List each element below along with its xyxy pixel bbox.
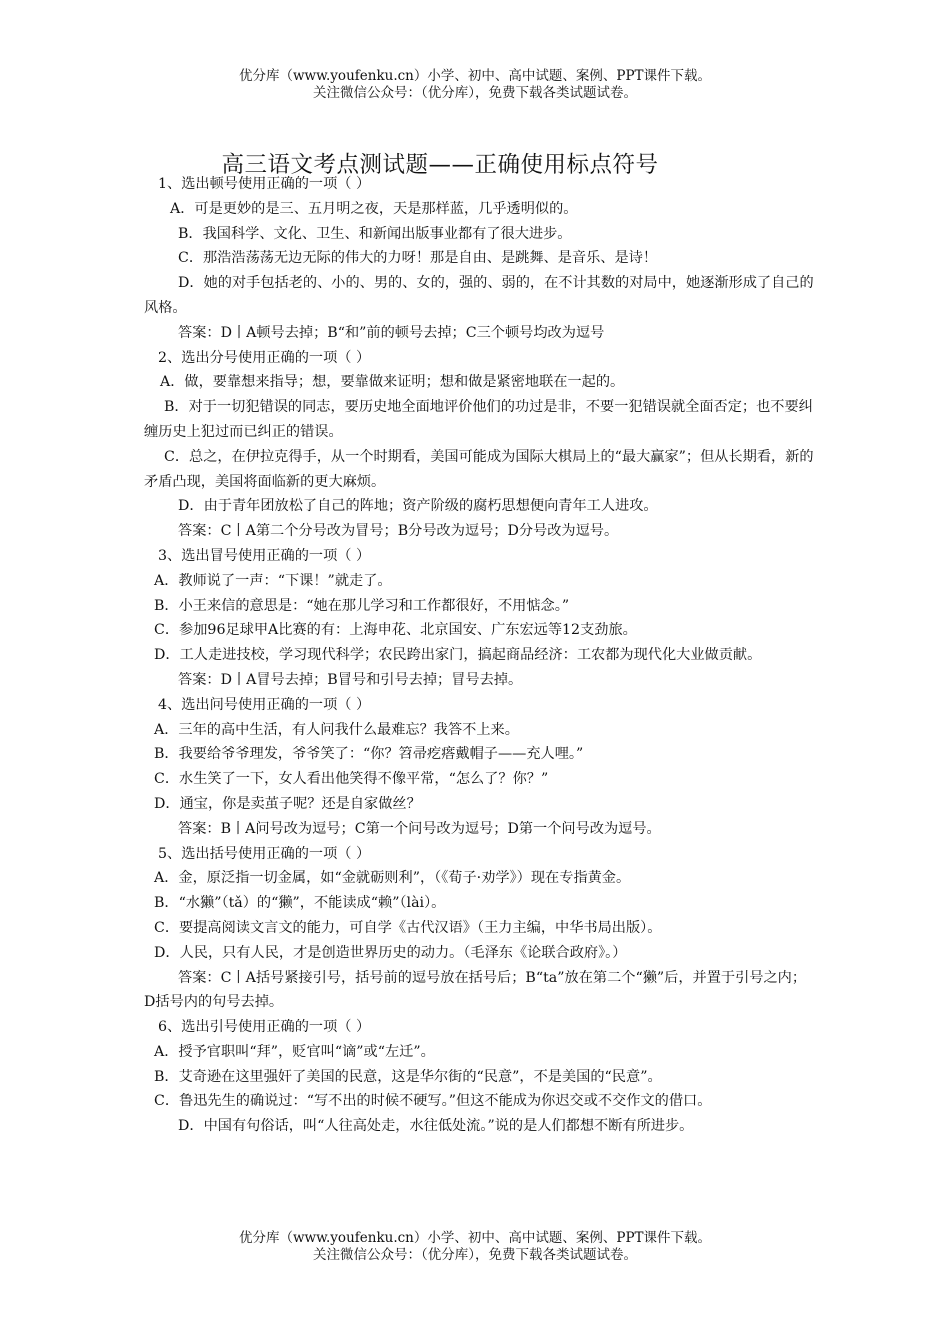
q3-option-a: A．教师说了一声：“下课！”就走了。 [154, 572, 392, 589]
q4-option-b: B．我要给爷爷理发，爷爷笑了：“你？笤帚疙瘩戴帽子——充人哩。” [154, 746, 584, 763]
q3-answer: 答案：D丨A冒号去掉；B冒号和引号去掉；冒号去掉。 [178, 671, 523, 688]
q5-option-a: A．金，原泛指一切金属，如“金就砺则利”，（《荀子·劝学》）现在专指黄金。 [154, 870, 631, 887]
q6-stem: 6、选出引号使用正确的一项（ ） [158, 1019, 371, 1036]
footer-line-1: 优分库（www.youfenku.cn）小学、初中、高中试题、案例、PPT课件下载。 [238, 1230, 712, 1246]
q6-option-d: D．中国有句俗话，叫“人往高处走，水往低处流。”说的是人们都想不断有所进步。 [178, 1118, 694, 1135]
q6-option-a: A．授予官职叫“拜”，贬官叫“谪”或“左迁”。 [154, 1043, 435, 1060]
q5-option-b: B．“水獭”（tǎ）的“獭”，不能读成“赖”（lài）。 [154, 895, 446, 912]
q5-stem: 5、选出括号使用正确的一项（ ） [158, 845, 371, 862]
page-footer [0, 1230, 950, 1264]
q5-option-c: C．要提高阅读文言文的能力，可自学《古代汉语》（王力主编，中华书局出版）。 [154, 919, 662, 936]
q2-answer: 答案：C丨A第二个分号改为冒号；B分号改为逗号；D分号改为逗号。 [178, 523, 619, 540]
q1-option-d: D．她的对手包括老的、小的、男的、女的，强的、弱的，在不计其数的对局中，她逐渐形成了自己的风格。 [144, 275, 814, 316]
header-line-1: 优分库（www.youfenku.cn）小学、初中、高中试题、案例、PPT课件下载。 [238, 68, 712, 84]
q6-option-b: B．艾奇逊在这里强奸了美国的民意，这是华尔街的“民意”，不是美国的“民意”。 [154, 1068, 662, 1085]
q3-option-c: C．参加96足球甲A比赛的有：上海申花、北京国安、广东宏远等12支劲旅。 [154, 622, 637, 639]
footer-line-2: 关注微信公众号：（优分库），免费下载各类试题试卷。 [313, 1247, 637, 1263]
header-line-2: 关注微信公众号：（优分库），免费下载各类试题试卷。 [313, 85, 637, 101]
q4-option-a: A．三年的高中生活，有人问我什么最难忘？我答不上来。 [154, 721, 519, 738]
q4-option-d: D．通宝，你是卖茧子呢？还是自家做丝？ [154, 795, 421, 812]
q2-stem: 2、选出分号使用正确的一项（ ） [158, 349, 371, 366]
q2-option-b: B．对于一切犯错误的同志，要历史地全面地评价他们的功过是非，不要一犯错误就全面否定；也不要纠缠历史上犯过而已纠正的错误。 [144, 399, 813, 440]
q6-option-c: C．鲁迅先生的确说过：“写不出的时候不硬写。”但这不能成为你迟交或不交作文的借口。 [154, 1093, 712, 1110]
q3-option-b: B．小王来信的意思是：“她在那儿学习和工作都很好，不用惦念。” [154, 597, 570, 614]
q3-stem: 3、选出冒号使用正确的一项（ ） [158, 547, 371, 564]
question-list [144, 172, 816, 1139]
document-title: 高三语文考点测试题——正确使用标点符号 [221, 152, 659, 179]
q1-option-b: B．我国科学、文化、卫生、和新闻出版事业都有了很大进步。 [178, 225, 572, 242]
q2-option-d: D．由于青年团放松了自己的阵地；资产阶级的腐朽思想便向青年工人进攻。 [178, 498, 658, 515]
q1-option-c: C．那浩浩荡荡无边无际的伟大的力呀！那是自由、是跳舞、是音乐、是诗！ [178, 250, 658, 267]
q2-option-c: C．总之，在伊拉克得手，从一个时期看，美国可能成为国际大棋局上的“最大赢家”；但从长期看，新的矛盾凸现，美国将面临新的更大麻烦。 [144, 448, 814, 490]
q1-answer: 答案：D丨A顿号去掉；B“和”前的顿号去掉；C三个顿号均改为逗号 [178, 324, 605, 341]
q4-stem: 4、选出问号使用正确的一项（ ） [158, 696, 371, 713]
q3-option-d: D．工人走进技校，学习现代科学；农民跨出家门，搞起商品经济：工农都为现代化大业做贡献。 [154, 647, 762, 664]
q1-stem: 1、选出顿号使用正确的一项（ ） [158, 176, 371, 192]
page-header [0, 68, 950, 102]
q4-answer: 答案：B丨A问号改为逗号；C第一个问号改为逗号；D第一个问号改为逗号。 [178, 820, 661, 837]
q4-option-c: C．水生笑了一下，女人看出他笑得不像平常，“怎么了？你？” [154, 771, 549, 788]
q5-option-d: D．人民，只有人民，才是创造世界历史的动力。（毛泽东《论联合政府》。） [154, 944, 627, 961]
q1-option-a: A．可是更妙的是三、五月明之夜，天是那样蓝，几乎透明似的。 [170, 200, 578, 217]
q2-option-a: A．做，要靠想来指导；想，要靠做来证明；想和做是紧密地联在一起的。 [160, 374, 625, 391]
q5-answer: 答案：C丨A括号紧接引号，括号前的逗号放在括号后；B“ta”放在第二个“獭”后，并置于引号之内；D括号内的句号去掉。 [144, 969, 807, 1011]
